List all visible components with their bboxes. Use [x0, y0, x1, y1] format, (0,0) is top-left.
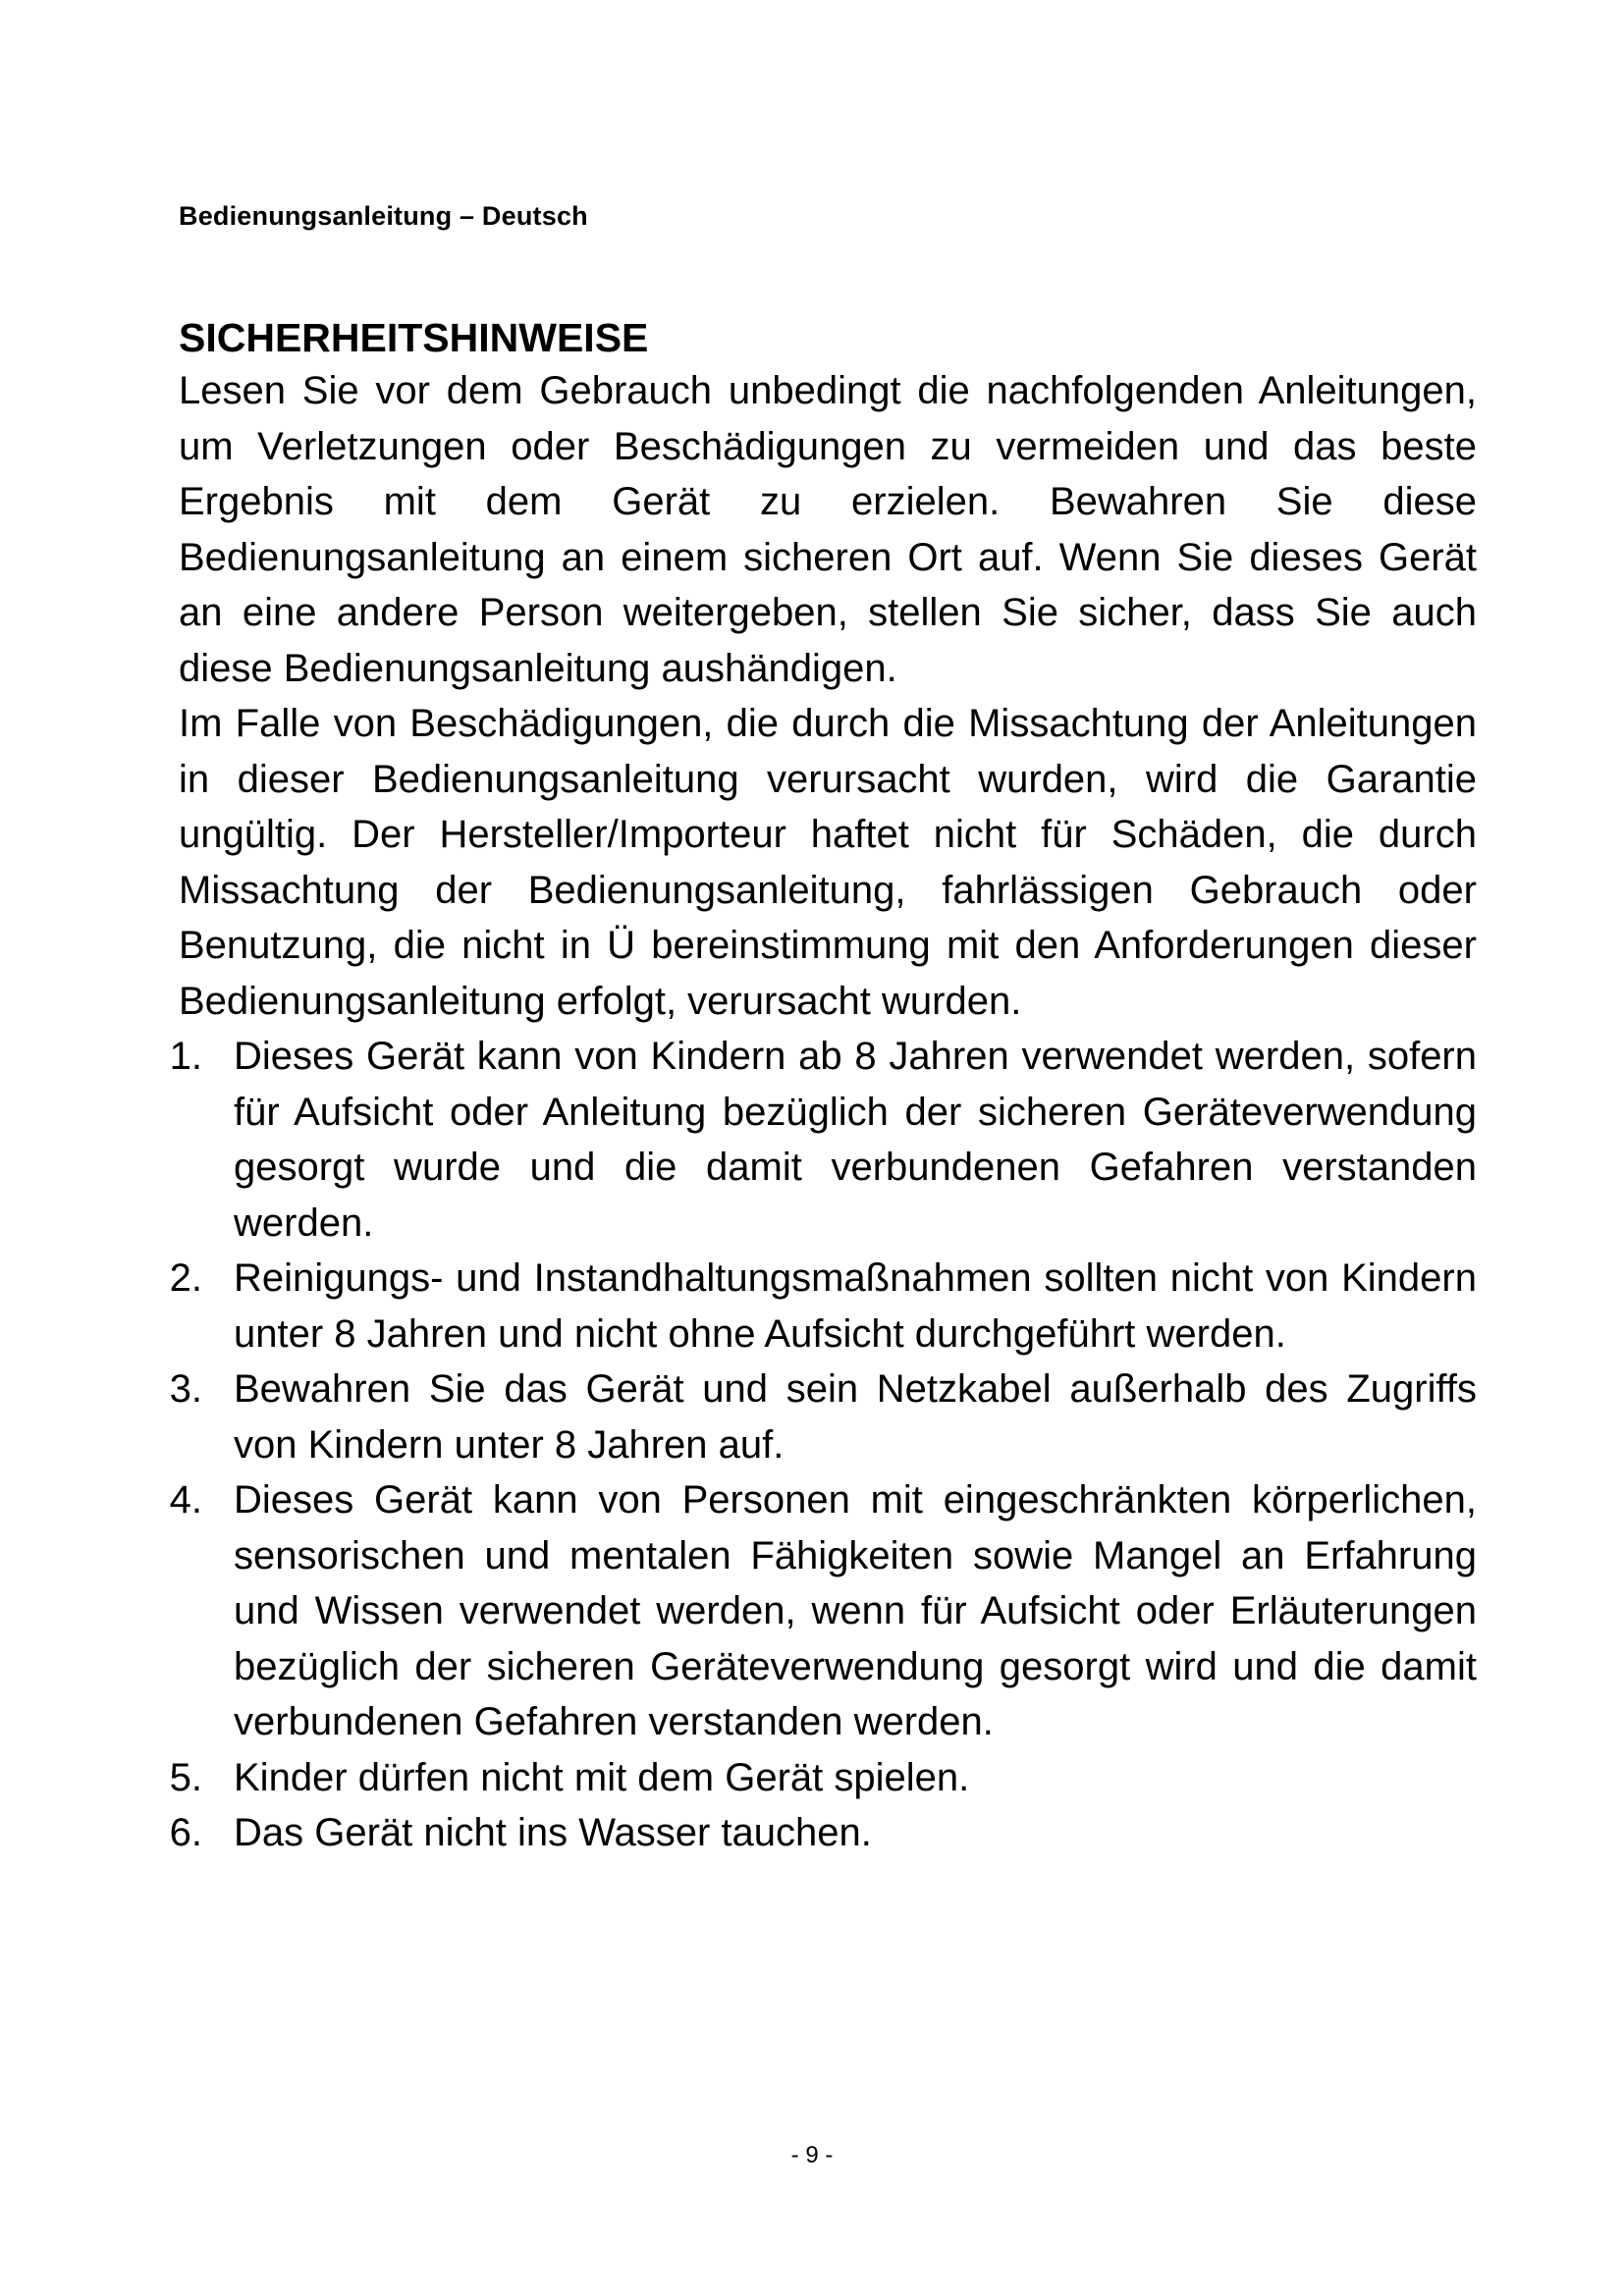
page-number: - 9 - [790, 2142, 834, 2168]
list-item-text: Das Gerät nicht ins Wasser tauchen. [234, 1811, 872, 1854]
safety-list [124, 1029, 1477, 1861]
warranty-paragraph: Im Falle von Beschädigungen, die durch die Missachtung der Anleitungen in dieser Bedienungsanleitung verursacht wurden, wird die Garantie ungültig. Der Hersteller/Importeur haftet nicht für Schäden, die durch Missachtung der Bedienungsanleitung, fahrlässigen Gebrauch oder Benutzung, die nicht in Ü bereinstimmung mit den Anforderungen dieser Bedienungsanleitung erfolgt, verursacht wurden. [179, 702, 1477, 1023]
list-item-text: Dieses Gerät kann von Kindern ab 8 Jahren verwendet werden, sofern für Aufsicht oder Anleitung bezüglich der sicheren Geräteverwendung gesorgt wurde und die damit verbundenen Gefahren verstanden werden. [234, 1035, 1477, 1245]
list-item-number: 3. [169, 1367, 202, 1411]
list-item [124, 1362, 1477, 1472]
list-item-number: 2. [169, 1256, 202, 1300]
list-item-text: Dieses Gerät kann von Personen mit eingeschränkten körperlichen, sensorischen und mentalen Fähigkeiten sowie Mangel an Erfahrung und Wissen verwendet werden, wenn für Aufsicht oder Erläuterungen bezüglich der sicheren Geräteverwendung gesorgt wird und die damit verbundenen Gefahren verstanden werden. [234, 1478, 1477, 1743]
list-item [124, 1251, 1477, 1362]
list-item [124, 1805, 1477, 1861]
list-item [124, 1472, 1477, 1750]
list-item-text: Reinigungs- und Instandhaltungsmaßnahmen sollten nicht von Kindern unter 8 Jahren und nicht ohne Aufsicht durchgeführt werden. [234, 1256, 1477, 1356]
list-item [124, 1029, 1477, 1251]
list-item-number: 1. [169, 1035, 202, 1078]
section-title: SICHERHEITSHINWEISE [179, 315, 649, 360]
list-item-text: Kinder dürfen nicht mit dem Gerät spielen. [234, 1755, 970, 1799]
list-item-number: 4. [169, 1478, 202, 1522]
list-item-number: 5. [169, 1755, 202, 1799]
intro-paragraph: Lesen Sie vor dem Gebrauch unbedingt die nachfolgenden Anleitungen, um Verletzungen oder Beschädigungen zu vermeiden und das beste Ergebnis mit dem Gerät zu erzielen. Bewahren Sie diese Bedienungsanleitung an einem sicheren Ort auf. Wenn Sie dieses Gerät an eine andere Person weitergeben, stellen Sie sicher, dass Sie auch diese Bedienungsanleitung aushändigen. [179, 369, 1477, 690]
list-item-text: Bewahren Sie das Gerät und sein Netzkabel außerhalb des Zugriffs von Kindern unter 8 Jahren auf. [234, 1367, 1477, 1467]
list-item [124, 1750, 1477, 1806]
running-header: Bedienungsanleitung – Deutsch [179, 201, 588, 231]
safety-section [169, 312, 1477, 1861]
list-item-number: 6. [169, 1811, 202, 1854]
